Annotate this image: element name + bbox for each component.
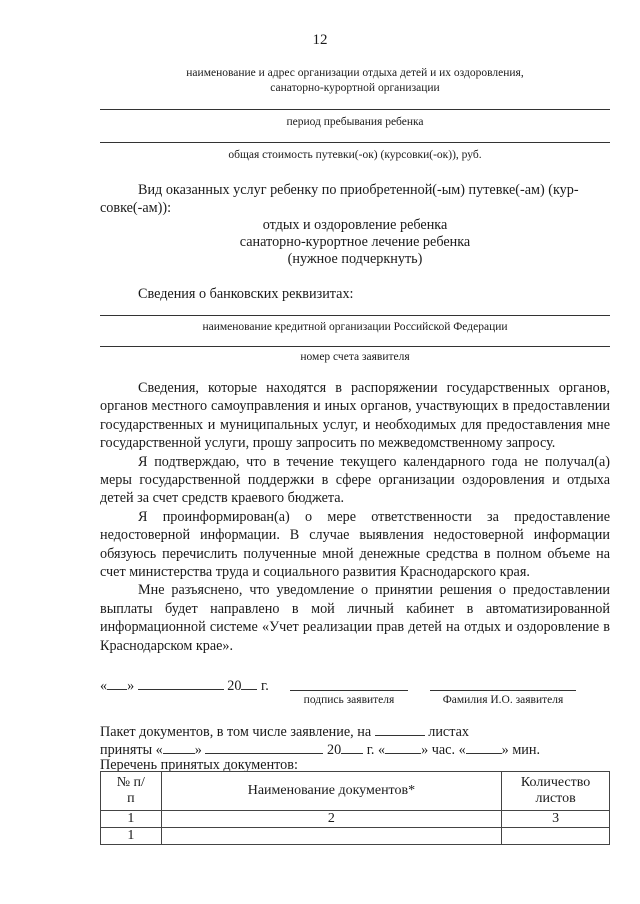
documents-table (100, 771, 610, 845)
table-cell: 3 (502, 811, 610, 828)
paragraph-responsibility: Я проинформирован(а) о мере ответственности за предоставление недостоверной информации. В случае выявления недостоверной информации обязуюсь перечислить полученные мной денежные средства в полном объеме на счет министерства труда и социального развития Краснодарского края. (100, 508, 610, 581)
received-label: приняты « (100, 742, 163, 758)
received-quote-close: » (194, 742, 202, 758)
table-cell-input[interactable] (161, 828, 502, 845)
underline-note: (нужное подчеркнуть) (287, 251, 423, 267)
table-cell-input[interactable] (502, 828, 610, 845)
table-row (101, 811, 610, 828)
account-number-line[interactable] (100, 346, 610, 347)
received-day-field[interactable] (163, 739, 195, 754)
year-prefix: 20 (227, 678, 242, 694)
bank-heading: Сведения о банковских реквизитах: (138, 286, 354, 302)
month-field[interactable] (138, 675, 224, 690)
table-cell: 2 (161, 811, 502, 828)
table-cell: 1 (101, 811, 162, 828)
table-header-row (101, 772, 610, 811)
table-row (101, 828, 610, 845)
sheets-count-field[interactable] (375, 721, 425, 736)
service-option-rest[interactable]: отдых и оздоровление ребенка (262, 217, 448, 233)
total-cost-caption: общая стоимость путевки(-ок) (курсовки(-ок)), руб. (228, 149, 482, 161)
documents-list-heading: Перечень принятых документов: (100, 757, 298, 773)
year-field[interactable] (241, 675, 257, 690)
statement-paragraphs (100, 379, 610, 655)
received-minute-field[interactable] (466, 739, 502, 754)
header-doc-name: Наименование документов* (161, 772, 502, 811)
package-sheets-label: Пакет документов, в том числе заявление, на (100, 724, 372, 740)
total-cost-line[interactable] (100, 142, 610, 143)
paragraph-interagency-request: Сведения, которые находятся в распоряжении государственных органов, органов местного самоуправления и иных органов, участвующих в предоставлении государственных и муниципальных услуг, и необходимых для предоставления мне государственной услуги, прошу запросить по межведомственному запросу. (100, 380, 610, 452)
day-field[interactable] (107, 675, 127, 690)
full-name-line[interactable] (430, 690, 576, 691)
services-intro-cont: совке(-ам)): (100, 200, 172, 216)
header-num: № п/п (101, 772, 162, 811)
paragraph-notification: Мне разъяснено, что уведомление о принятии решения о предоставлении выплаты будет направлено в мой личный кабинет в автоматизированной информационной системе «Учет реализации прав детей на отдых и оздоровление в Краснодарском крае». (100, 582, 610, 654)
header-sheet-count: Количество листов (502, 772, 610, 811)
received-hour-field[interactable] (385, 739, 421, 754)
stay-period-line[interactable] (100, 109, 610, 110)
year-suffix: г. (261, 678, 269, 694)
date-quote-open: « (100, 678, 108, 694)
full-name-caption: Фамилия И.О. заявителя (442, 694, 564, 706)
account-number-caption: номер счета заявителя (300, 351, 410, 363)
received-year-prefix: 20 (326, 742, 342, 758)
services-intro: Вид оказанных услуг ребенку по приобретенной(-ым) путевке(-ам) (кур- (138, 182, 579, 198)
page-number: 12 (312, 32, 328, 48)
org-name-caption: наименование и адрес организации отдыха детей и их оздоровления, (186, 67, 524, 79)
received-year-suffix: г. « (366, 742, 386, 758)
received-year-field[interactable] (341, 739, 363, 754)
bank-name-line[interactable] (100, 315, 610, 316)
bank-name-caption: наименование кредитной организации Российской Федерации (202, 321, 508, 333)
stay-period-caption: период пребывания ребенка (286, 116, 424, 128)
signature-caption: подпись заявителя (303, 694, 395, 706)
received-month-field[interactable] (205, 739, 323, 754)
date-quote-close: » (127, 678, 135, 694)
org-name-caption-2: санаторно-курортной организации (270, 82, 440, 94)
minute-label: » мин. (501, 742, 541, 758)
hour-label: » час. « (421, 742, 466, 758)
table-cell: 1 (101, 828, 162, 845)
paragraph-no-support-confirmation: Я подтверждаю, что в течение текущего календарного года не получал(а) меры государственной поддержки в сфере организации оздоровления и отдыха детей за счет средств краевого бюджета. (100, 453, 610, 507)
sheets-suffix: листах (428, 724, 469, 740)
signature-line[interactable] (290, 690, 408, 691)
service-option-sanatorium[interactable]: санаторно-курортное лечение ребенка (239, 234, 471, 250)
